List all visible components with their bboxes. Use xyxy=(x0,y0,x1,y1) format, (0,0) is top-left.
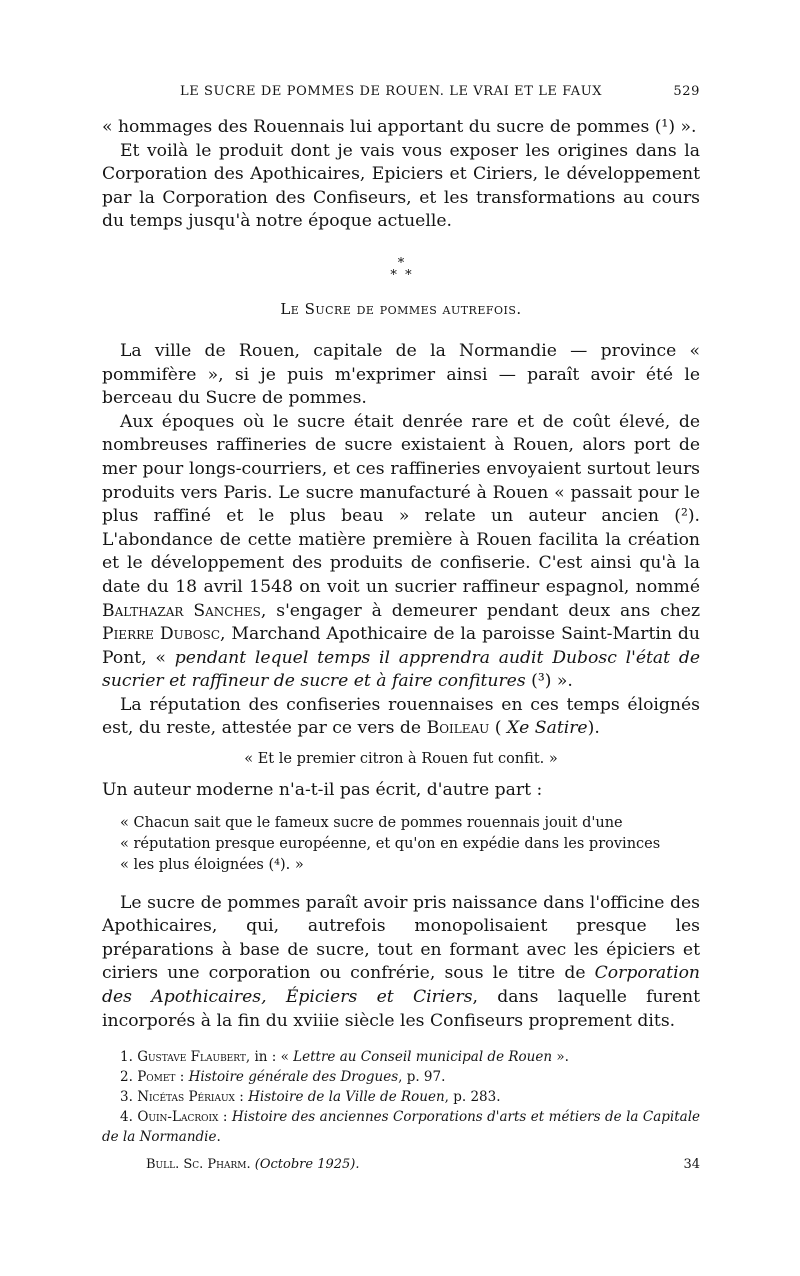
text-run: : xyxy=(218,1109,232,1126)
person-name: Balthazar Sanches xyxy=(102,600,261,621)
page-number: 529 xyxy=(673,84,700,99)
text-run: , p. 283. xyxy=(444,1089,501,1106)
footnote-number: 4. xyxy=(120,1109,133,1126)
text-run: , p. 97. xyxy=(398,1069,446,1086)
verse-quote: « Et le premier citron à Rouen fut confit. » xyxy=(244,751,558,768)
footnote-4 xyxy=(102,1107,700,1147)
footnote-title: Histoire de la Ville de Rouen xyxy=(248,1089,445,1106)
quote-line-1: « Chacun sait que le fameux sucre de pommes rouennais jouit d'une xyxy=(120,814,623,831)
footnote-title: Histoire des anciennes Corporations d'arts et métiers de la Capitale de la Normandie xyxy=(102,1109,700,1146)
running-title: LE SUCRE DE POMMES DE ROUEN. LE VRAI ET LE FAUX xyxy=(180,84,603,99)
text-run: , dans laquelle furent incorporés à la fin du xviiie siècle les Confiseurs proprement dits. xyxy=(102,987,700,1031)
footnote-number: 2. xyxy=(120,1069,133,1086)
footnote-title: Histoire générale des Drogues xyxy=(188,1069,399,1086)
page xyxy=(102,84,700,1172)
footnotes xyxy=(102,1047,700,1147)
intro-paragraph: Et voilà le produit dont je vais vous exposer les origines dans la Corporation des Apothicaires, Epiciers et Ciriers, le développement par la Corporation des Confiseurs, et les transformations au cours du temps jusqu'à notre époque actuelle. xyxy=(102,140,700,232)
quoted-contract: pendant lequel temps il apprendra audit Dubosc l'état de sucrier et raffineur de sucre et à faire confitures xyxy=(102,647,700,692)
text-run: ». xyxy=(552,1049,569,1066)
text-run: La réputation des confiseries rouennaises en ces temps éloignés est, du reste, attestée par ce vers de xyxy=(102,694,700,739)
paragraph-5 xyxy=(102,892,700,1034)
section-title: Le Sucre de pommes autrefois. xyxy=(280,299,522,318)
intro-line: « hommages des Rouennais lui apportant du sucre de pommes (¹) ». xyxy=(102,117,697,137)
text-run: : xyxy=(175,1069,189,1086)
journal-reference xyxy=(146,1157,360,1172)
quote-line-2: « réputation presque européenne, et qu'on en expédie dans les provinces xyxy=(120,835,661,852)
signature-mark: 34 xyxy=(683,1157,700,1173)
text-run: , s'engager à demeurer pendant deux ans chez xyxy=(260,600,700,621)
text-run: ). xyxy=(587,718,600,739)
person-name: Pierre Dubosc xyxy=(102,624,220,645)
footnote-author: Ouin-Lacroix xyxy=(137,1109,219,1126)
paragraph-1: La ville de Rouen, capitale de la Normandie — province « pommifère », si je puis m'exprimer ainsi — paraît avoir été le berceau du Sucre de pommes. xyxy=(102,340,700,409)
journal-name: Bull. Sc. Pharm. xyxy=(146,1157,251,1173)
running-head xyxy=(102,84,700,104)
footnote-number: 1. xyxy=(120,1049,133,1066)
footnote-title: Lettre au Conseil municipal de Rouen xyxy=(293,1049,553,1066)
text-run: (³) ». xyxy=(525,671,573,692)
footnote-author: Gustave Flaubert xyxy=(137,1049,246,1066)
quote-line-3: « les plus éloignées (⁴). » xyxy=(120,856,304,873)
text-run: : xyxy=(234,1089,249,1106)
paragraph-4: Un auteur moderne n'a-t-il pas écrit, d'autre part : xyxy=(102,780,543,801)
text-run: Le sucre de pommes paraît avoir pris naissance dans l'officine des Apothicaires, qui, autrefois monopolisaient presque les préparations à base de sucre, tout en formant avec les épiciers et ciriers une corporation ou confrérie, sous le titre de xyxy=(102,892,700,984)
text-run: , in : « xyxy=(245,1049,294,1066)
footnote-3 xyxy=(102,1087,700,1107)
corporation-title: Corporation des Apothicaires, Épiciers et Ciriers xyxy=(102,963,700,1008)
footnote-2 xyxy=(102,1067,700,1087)
footnote-number: 3. xyxy=(120,1089,133,1106)
paragraph-2 xyxy=(102,411,700,694)
page-footer xyxy=(102,1157,700,1172)
footnote-author: Pomet xyxy=(137,1069,176,1086)
text-run: . xyxy=(216,1129,221,1146)
journal-issue: (Octobre 1925). xyxy=(254,1157,360,1173)
footnote-1 xyxy=(102,1047,700,1067)
paragraph-3 xyxy=(102,694,700,741)
text-run: ( xyxy=(489,718,507,739)
person-name: Boileau xyxy=(426,718,490,739)
text-run: , Marchand Apothicaire de la paroisse Saint-Martin du Pont, « xyxy=(102,624,700,668)
text-run: Aux époques où le sucre était denrée rare et de coût élevé, de nombreuses raffineries de sucre existaient à Rouen, alors port de mer pour longs-courriers, et ces raffineries envoyaient surtout leurs produits vers Paris. Le sucre manufacturé à Rouen « passait pour le plus raffiné et le plus beau » relate un auteur ancien (²). L'abondance de cette matière première à Rouen facilita la création et le développement des produits de confiserie. C'est ainsi qu'à la date du 18 avril 1548 on voit un sucrier raffineur espagnol, nommé xyxy=(102,411,700,597)
footnote-author: Nicétas Périaux xyxy=(137,1089,235,1106)
work-title: Xe Satire xyxy=(506,718,588,739)
block-quote xyxy=(102,813,700,876)
section-ornament: * * * xyxy=(390,255,412,283)
